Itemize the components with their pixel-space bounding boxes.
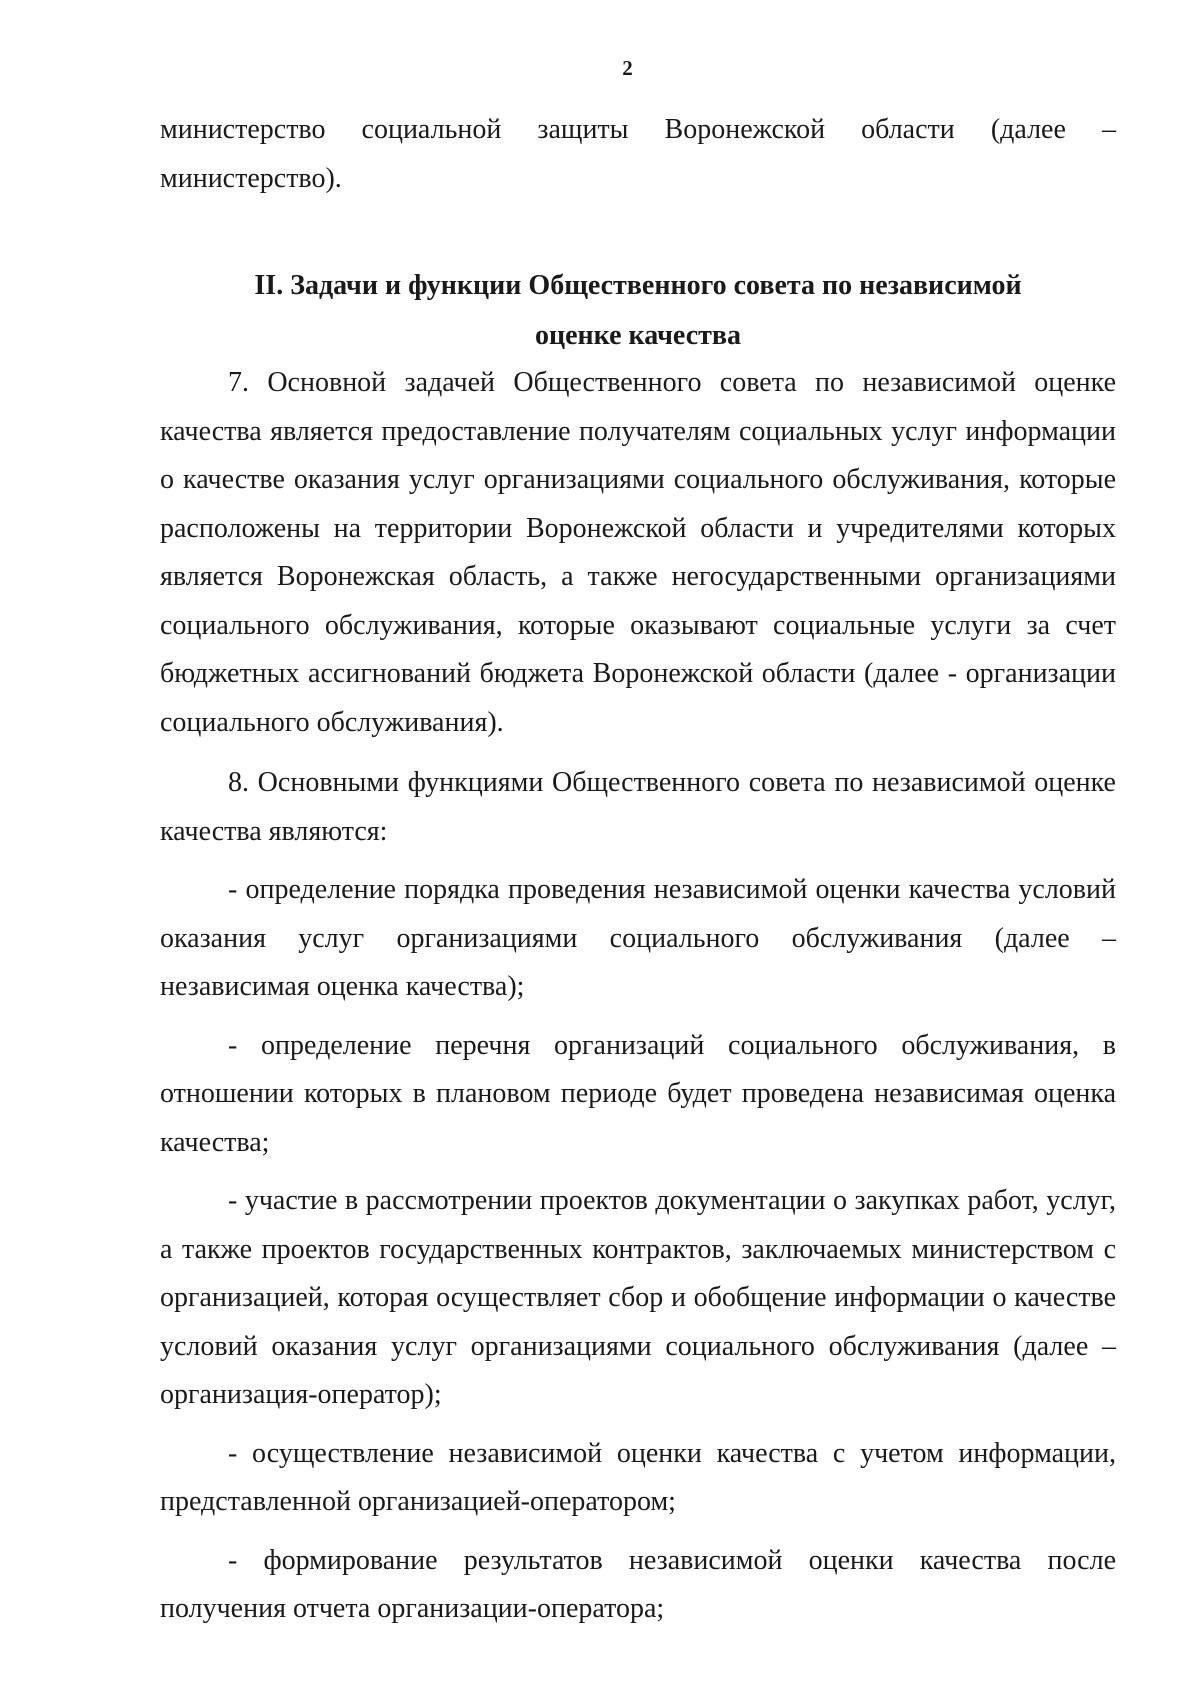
page-number: 2 — [622, 56, 633, 80]
intro-paragraph: министерство социальной защиты Воронежской области (далее – министерство). — [160, 114, 1116, 194]
section-heading-line-2: оценке качества — [534, 320, 741, 351]
section-heading — [160, 261, 1116, 361]
list-item-results: - формирование результатов независимой оценки качества после получения отчета организации-оператора; — [160, 1544, 1116, 1624]
list-item-assessment: - осуществление независимой оценки качества с учетом информации, представленной организацией-оператором; — [160, 1437, 1116, 1517]
list-item-procurement: - участие в рассмотрении проектов документации о закупках работ, услуг, а также проектов государственных контрактов, заключаемых министерством с организацией, которая осуществляет сбор и обобщение информации о качестве условий оказания услуг организациями социального обслуживания (далее – организация-оператор); — [160, 1185, 1116, 1410]
list-item-organizations: - определение перечня организаций социального обслуживания, в отношении которых в плановом периоде будет проведена независимая оценка качества; — [160, 1029, 1116, 1158]
list-item-procedure: - определение порядка проведения независимой оценки качества условий оказания услуг организациями социального обслуживания (далее – независимая оценка качества); — [160, 874, 1116, 1002]
document-body — [160, 106, 1116, 1634]
paragraph-8-functions: 8. Основными функциями Общественного совета по независимой оценке качества являются: — [160, 767, 1116, 847]
paragraph-7-main-task: 7. Основной задачей Общественного совета по независимой оценке качества является предоставление получателям социальных услуг информации о качестве оказания услуг организациями социального обслуживания, которые расположены на территории Воронежской области и учредителями которых является Воронежская область, а также негосударственными организациями социального обслуживания, которые оказывают социальные услуги за счет бюджетных ассигнований бюджета Воронежской области (далее - организации социального обслуживания). — [160, 367, 1116, 738]
section-heading-line-1: II. Задачи и функции Общественного совета по независимой — [254, 270, 1022, 301]
